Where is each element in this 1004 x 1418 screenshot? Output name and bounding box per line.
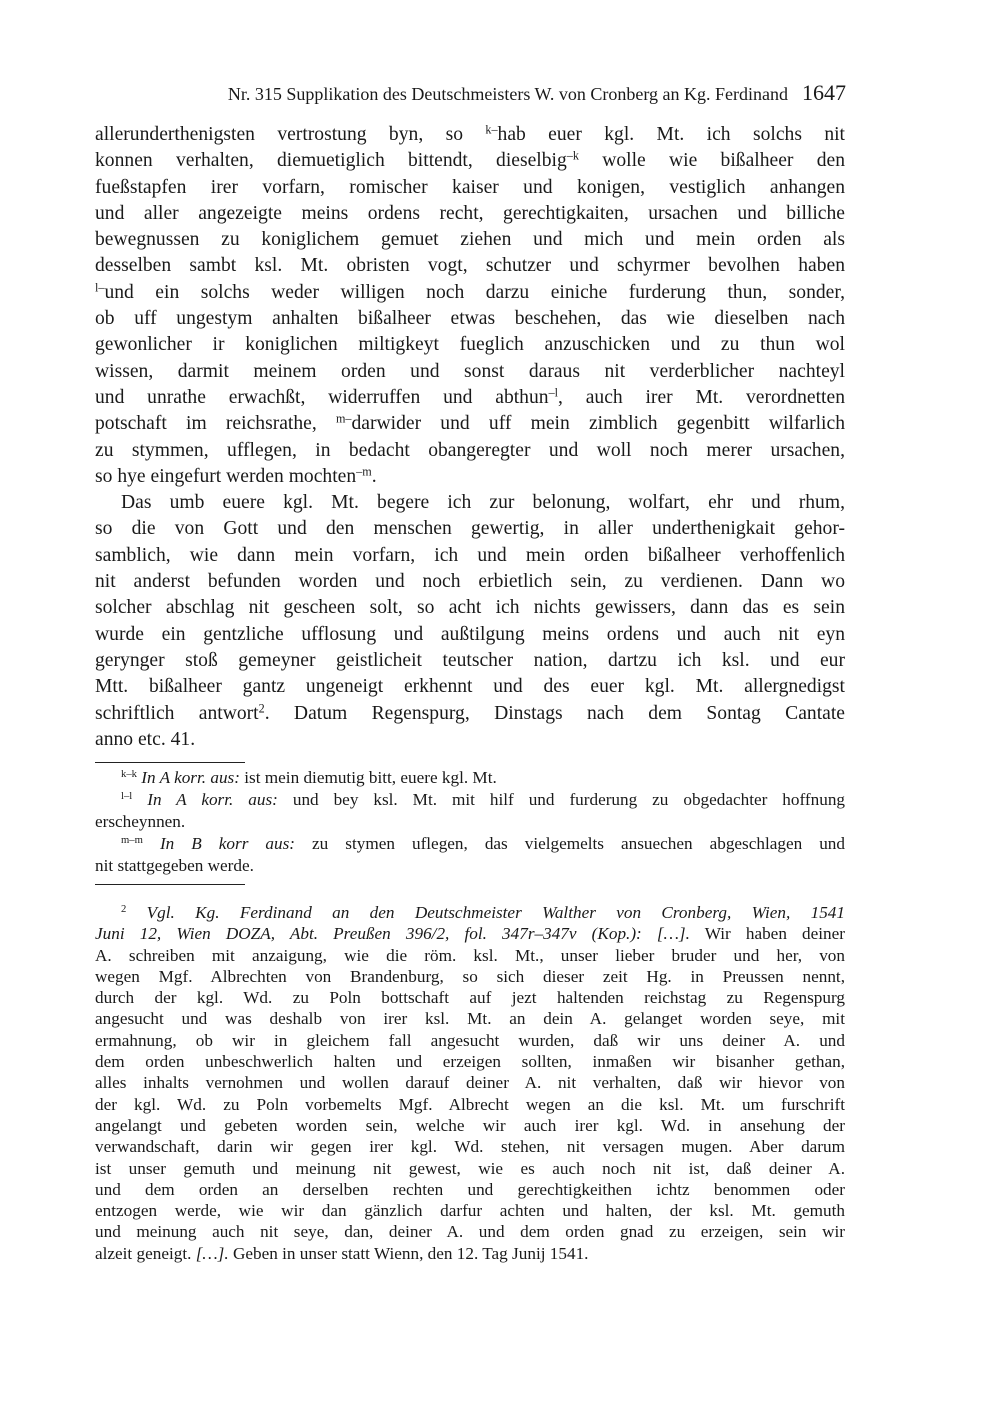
note-marker: m–: [335, 411, 352, 426]
text-line: potschaft im reichsrathe, $^{m-}$darwider und uff mein zimblich gegenbitt wilfarlich: [95, 411, 845, 435]
text-line: konnen verhalten, diemuetiglich bittendt, dieselbig$^{-k}$ wolle wie bißalheer den: [95, 148, 845, 172]
text-line: alzeit geneigt. […]. Geben in unser statt Wienn, den 12. Tag Junij 1541.: [95, 1243, 589, 1263]
text-line: bewegnussen zu koniglichem gemuet ziehen und mich und mein orden als: [95, 229, 845, 251]
text-line: entzogen werde, wie wir dan gänzlich darfur achten und halten, der ksl. Mt. gemuth: [95, 1201, 845, 1221]
footnote: [95, 902, 845, 1264]
text-line: gewonlicher ir koniglichen miltigkeyt fueglich anzuschicken und zu thun wol: [95, 334, 845, 356]
text-line: und unrathe erwachßt, widerruffen und abthun$^{-l}$, auch irer Mt. verordnetten: [95, 385, 845, 408]
text-line: allerunderthenigsten vertrostung byn, so $^{k-}$hab euer kgl. Mt. ich solchs nit: [95, 122, 845, 145]
text-line: und meinung auch nit seye, dan, deiner A. und dem orden gnad zu erzeigen, sein wir: [95, 1222, 845, 1242]
italic-text: […].: [195, 1243, 229, 1263]
text-line: und dem orden an derselben rechten und gerechtigkeithen ichtz benommen oder: [95, 1179, 845, 1199]
text-line: der kgl. Wd. zu Poln vorbemelts Mgf. Albrecht wegen an die ksl. Mt. um furschrift: [95, 1094, 845, 1114]
text-line: ermahnung, ob wir in gleichem fall angesucht wurden, daß wir uns deiner A. und: [95, 1030, 845, 1050]
critical-note: [95, 767, 845, 789]
text-line: $^{l-}$und ein solchs weder willigen noch darzu einiche furderung thun, sonder,: [95, 280, 845, 303]
text-line: durch der kgl. Wd. zu Poln bottschaft auf jezt haltenden reichstag zu Regenspurg: [95, 988, 845, 1008]
note-marker: –k: [566, 148, 579, 163]
text-line: so hye eingefurt werden mochten$^{-m}$.: [95, 464, 377, 487]
text-line: nit stattgegeben werde.: [95, 856, 254, 875]
italic-text: In B korr aus:: [159, 834, 296, 853]
text-line: $^{l-l}$ In A korr. aus: und bey ksl. Mt. mit hilf und furderung zu obgedachter hoffnung: [121, 790, 845, 809]
text-line: ob uff ungestym anhalten bißalheer etwas beschehen, das wie dieselben nach: [95, 308, 845, 330]
text-line: dem orden unbeschwerlich halten und erzeigen sollten, inmaßen wir bisanher gethan,: [95, 1052, 845, 1072]
note-marker: –m: [356, 464, 372, 479]
text-line: wurde ein gentzliche ufflosung und außtilgung meins ordens und auch nit eyn: [95, 623, 845, 645]
text-line: verwandschaft, darin wir gegen irer kgl. Wd. stehen, nit versagen mugen. Aber darum: [95, 1137, 845, 1157]
text-line: alles inhalts vernohmen und wollen darauf deiner A. nit verhalten, daß wir hievor von: [95, 1073, 845, 1093]
text-line: $^{k-k}$ In A korr. aus: ist mein diemutig bitt, euere kgl. Mt.: [121, 768, 497, 787]
text-line: erscheynnen.: [95, 812, 186, 831]
text-line: angesucht und was deshalb von irer ksl. Mt. an dein A. gelanget worden seye, mit: [95, 1009, 845, 1029]
text-line: und aller angezeigte meins ordens recht, gerechtigkaiten, ursachen und billiche: [95, 202, 845, 224]
paragraph: [95, 490, 845, 753]
text-line: $^{m-m}$ In B korr aus: zu stymen uflegen, das vielgemelts ansuechen abgeschlagen und: [121, 834, 845, 853]
note-marker: m–m: [121, 835, 143, 847]
critical-note: [95, 789, 845, 833]
note-marker: l–l: [121, 791, 133, 803]
text-line: so die von Gott und den menschen gewertig, in aller underthenigkait gehor-: [95, 518, 845, 540]
text-line: Juni 12, Wien DOZA, Abt. Preußen 396/2, fol. 347r–347v (Kop.): […]. Wir haben deiner: [95, 924, 845, 944]
italic-text: In A korr. aus:: [147, 790, 278, 809]
note-marker: –l: [548, 385, 559, 400]
text-line: gerynger stoß gemeyner geistlicheit teutscher nation, dartzu ich ksl. und eur: [95, 649, 845, 671]
text-line: nit anderst befunden worden und noch erbietlich sein, zu verdienen. Dann wo: [95, 571, 845, 593]
text-line: [95, 902, 845, 923]
page-number: 1647: [802, 80, 846, 105]
critical-notes-rule: [95, 762, 245, 763]
critical-note: [95, 833, 845, 877]
text-line: anno etc. 41.: [95, 728, 196, 750]
text-line: angelangt und gebeten worden sein, welche wir auch irer kgl. Wd. in ansehung der: [95, 1115, 845, 1135]
footnotes: [95, 902, 845, 1264]
italic-text: In A korr. aus:: [141, 768, 240, 787]
paragraph: [95, 122, 845, 490]
italic-text: Vgl. Kg. Ferdinand an den Deutschmeister Walther von Cronberg, Wien, 1541: [146, 903, 845, 922]
text-line: samblich, wie dann mein vorfarn, ich und mein orden bißalheer verhoffenlich: [95, 544, 845, 566]
text-line: A. schreiben mit anzaigung, wie die röm. ksl. Mt., unser lieber bruder und her, von: [95, 945, 845, 965]
note-marker: k–: [485, 122, 498, 137]
text-line: solcher abschlag nit gescheen solt, so acht ich nichts gewissers, dann das es sein: [95, 597, 845, 619]
note-marker: k–k: [121, 769, 137, 781]
text-line: schriftlich antwort$^2$. Datum Regenspurg, Dinstags nach dem Sontag Cantate: [95, 700, 845, 724]
text-line: wegen Mgf. Albrechten von Brandenburg, so sich dieser zeit Hg. in Preussen nennt,: [95, 966, 845, 986]
note-marker: 2: [258, 700, 265, 715]
text-line: Das umb euere kgl. Mt. begere ich zur belonung, wolfart, ehr und rhum,: [121, 492, 845, 514]
note-marker: 2: [121, 904, 127, 916]
main-text: [95, 122, 845, 753]
running-header: [160, 80, 846, 106]
text-line: Mtt. bißalheer gantz ungeneigt erkhennt und des euer kgl. Mt. allergnedigst: [95, 676, 845, 698]
running-header-title: Nr. 315 Supplikation des Deutschmeisters W. von Cronberg an Kg. Ferdinand: [227, 84, 788, 104]
text-line: fueßstapfen irer vorfarn, romischer kaiser und konigen, vestiglich anhangen: [95, 176, 845, 198]
text-line: wissen, darmit meinem orden und sonst daraus nit verderblicher nachteyl: [95, 360, 845, 382]
text-line: ist unser gemuth und meinung nit gewest, wie es auch noch nit ist, daß deiner A.: [95, 1158, 845, 1178]
text-line: zu stymmen, ufflegen, in bedacht obangeregter und woll noch merer ursachen,: [95, 439, 845, 461]
note-marker: l–: [95, 280, 105, 295]
text-line: desselben sambt ksl. Mt. obristen vogt, schutzer und schyrmer bevolhen haben: [95, 255, 845, 277]
footnotes-rule: [95, 884, 245, 885]
italic-text: Juni 12, Wien DOZA, Abt. Preußen 396/2, fol. 347r–347v (Kop.): […].: [95, 924, 690, 944]
critical-notes: [95, 767, 845, 877]
